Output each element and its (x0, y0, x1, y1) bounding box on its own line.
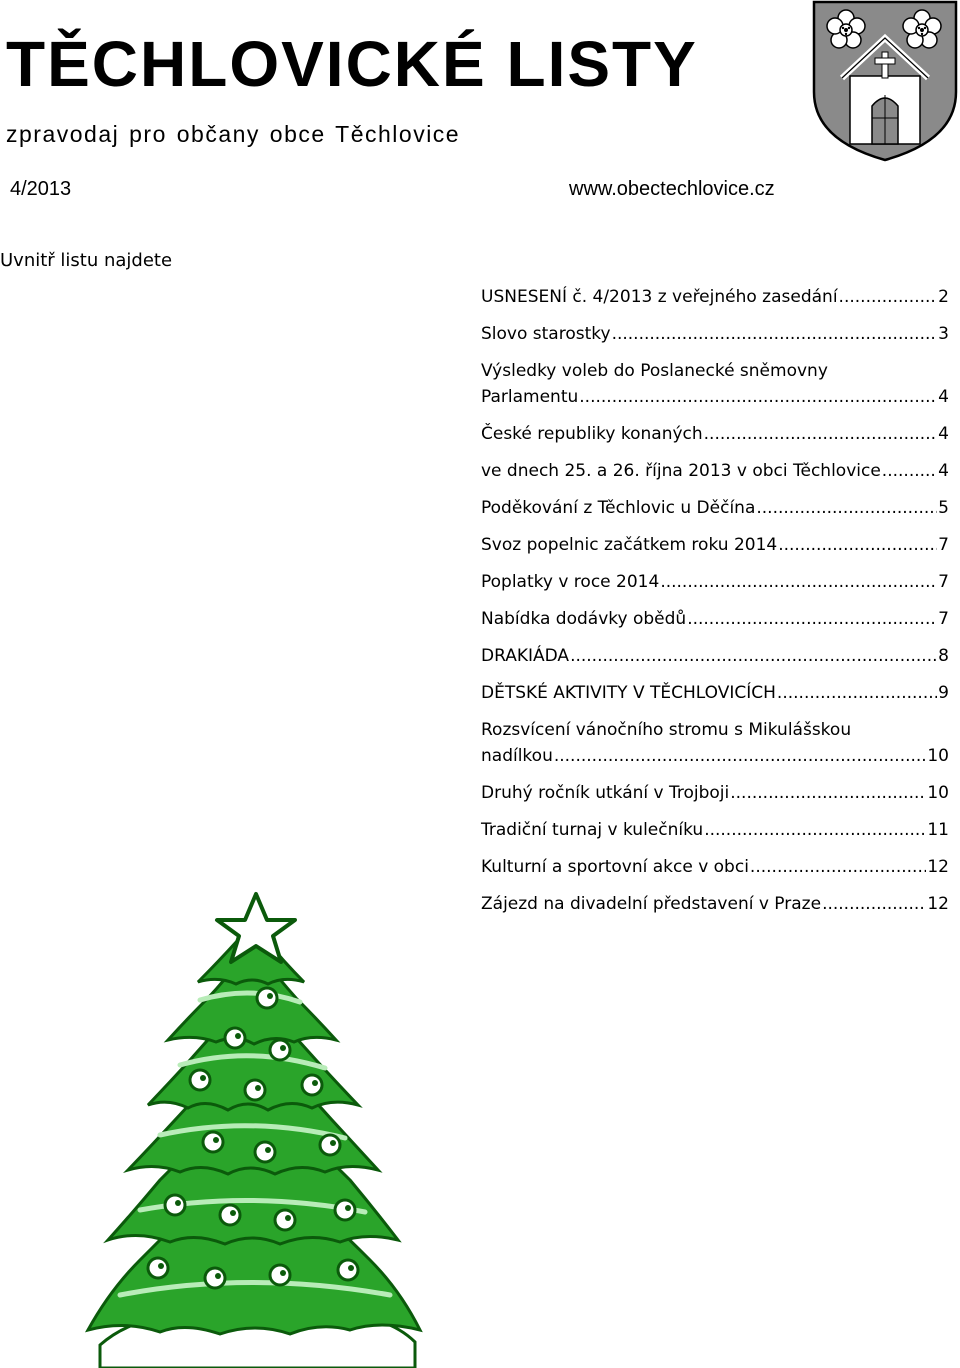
toc-dot-leader (750, 854, 926, 880)
toc-item-title: Poděkování z Těchlovic u Děčína (481, 498, 756, 518)
toc-dot-leader (822, 891, 926, 917)
toc-item-title: České republiky konaných (481, 424, 703, 444)
toc-item-page: 4 (938, 461, 949, 481)
toc-item-page: 9 (938, 683, 949, 703)
toc-item-page: 7 (938, 572, 949, 592)
issue-number: 4/2013 (10, 178, 72, 200)
toc-item-page: 5 (938, 498, 949, 518)
toc-item[interactable] (481, 780, 949, 806)
toc-dot-leader (778, 532, 937, 558)
christmas-tree-icon (80, 890, 425, 1368)
toc-dot-leader (704, 817, 926, 843)
toc-item-title: Nabídka dodávky obědů (481, 609, 687, 629)
toc-dot-leader (839, 284, 938, 310)
toc-dot-leader (704, 421, 938, 447)
toc-item-title: Slovo starostky (481, 324, 611, 344)
toc-item-title: Tradiční turnaj v kulečníku (481, 820, 704, 840)
coat-of-arms-icon (810, 0, 960, 162)
toc-item-title: DĚTSKÉ AKTIVITY V TĚCHLOVICÍCH (481, 683, 776, 703)
toc-item-page: 4 (938, 424, 949, 444)
toc-item[interactable] (481, 891, 949, 917)
toc-item[interactable] (481, 680, 949, 706)
toc-item-title: Rozsvícení vánočního stromu s Mikulášskou (481, 720, 852, 740)
toc-item[interactable] (481, 817, 949, 843)
toc-dot-leader (882, 458, 937, 484)
toc-item-page: 8 (938, 646, 949, 666)
toc-item[interactable] (481, 421, 949, 447)
newsletter-subtitle: zpravodaj pro občany obce Těchlovice (6, 121, 461, 147)
toc-item-title: Výsledky voleb do Poslanecké sněmovny (481, 361, 828, 381)
toc-item-page: 12 (927, 894, 949, 914)
toc-item-title: Kulturní a sportovní akce v obci (481, 857, 749, 877)
toc-item[interactable] (481, 358, 949, 410)
toc-item-page: 10 (927, 746, 949, 766)
toc-item[interactable] (481, 717, 949, 769)
toc-item[interactable] (481, 458, 949, 484)
toc-item-page: 2 (938, 287, 949, 307)
toc-item-title: Svoz popelnic začátkem roku 2014 (481, 535, 778, 555)
toc-dot-leader (612, 321, 938, 347)
website-link[interactable]: www.obectechlovice.cz (569, 178, 775, 200)
toc-item-page: 12 (927, 857, 949, 877)
toc-dot-leader (570, 643, 937, 669)
toc-item-title: Zájezd na divadelní představení v Praze (481, 894, 822, 914)
toc-item[interactable] (481, 495, 949, 521)
toc-item-title: Poplatky v roce 2014 (481, 572, 660, 592)
toc-item-title: ve dnech 25. a 26. října 2013 v obci Těchlovice (481, 461, 881, 481)
toc-item-title: DRAKIÁDA (481, 646, 570, 666)
toc-item-title: Druhý ročník utkání v Trojboji (481, 783, 730, 803)
toc-item-title-continuation: Parlamentu (481, 387, 579, 407)
toc-dot-leader (660, 569, 937, 595)
toc-dot-leader (777, 680, 937, 706)
toc-item[interactable] (481, 284, 949, 310)
toc-item-page: 7 (938, 535, 949, 555)
toc-heading: Uvnitř listu najdete (0, 250, 173, 271)
newsletter-title: TĚCHLOVICKÉ LISTY (6, 28, 698, 100)
toc-item-page: 4 (938, 387, 949, 407)
toc-dot-leader (687, 606, 937, 632)
toc-item-title: USNESENÍ č. 4/2013 z veřejného zasedání (481, 287, 838, 307)
toc-item[interactable] (481, 854, 949, 880)
toc-item-page: 10 (927, 783, 949, 803)
toc-dot-leader (756, 495, 937, 521)
toc-dot-leader (579, 384, 937, 410)
table-of-contents (481, 284, 949, 928)
toc-item[interactable] (481, 606, 949, 632)
toc-item-page: 7 (938, 609, 949, 629)
toc-dot-leader (554, 743, 927, 769)
toc-dot-leader (730, 780, 926, 806)
toc-item-page: 11 (927, 820, 949, 840)
toc-item[interactable] (481, 532, 949, 558)
toc-item-page: 3 (938, 324, 949, 344)
toc-item[interactable] (481, 569, 949, 595)
toc-item[interactable] (481, 643, 949, 669)
toc-item[interactable] (481, 321, 949, 347)
toc-item-title-continuation: nadílkou (481, 746, 553, 766)
